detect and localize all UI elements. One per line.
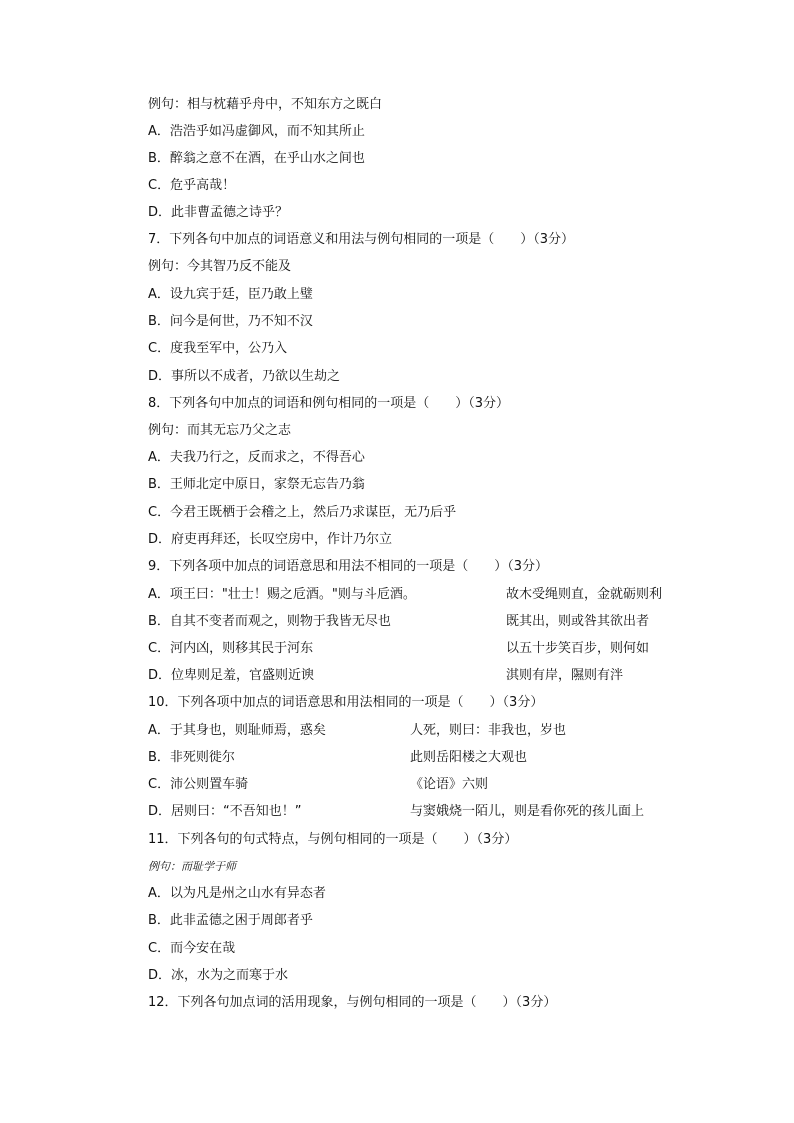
question-10-option-d-left: D．居则曰：“不吾知也！” [148, 804, 302, 819]
example-sentence: 例句：相与枕藉乎舟中，不知东方之既白 [148, 97, 383, 112]
question-11-example: 例句：而耻学于师 [148, 860, 236, 873]
option-b: B．醉翁之意不在酒，在乎山水之间也 [148, 151, 365, 166]
option-c: C．危乎高哉！ [148, 178, 236, 193]
question-7-option-d: D．事所以不成者，乃欲以生劫之 [148, 369, 341, 384]
question-10-option-a-left: A．于其身也，则耻师焉，惑矣 [148, 723, 326, 738]
question-7-option-a: A．设九宾于廷，臣乃敢上璧 [148, 287, 313, 302]
question-11-option-b: B．此非孟德之困于周郎者乎 [148, 913, 313, 928]
question-11-option-d: D．冰，水为之而寒于水 [148, 968, 289, 983]
question-10-option-b-left: B．非死则徙尔 [148, 750, 235, 765]
question-9-option-d-right: 淇则有岸，隰则有泮 [506, 668, 624, 683]
question-10-option-d-right: 与窦娥烧一陌儿，则是看你死的孩儿面上 [410, 804, 645, 819]
question-8-option-b: B．王师北定中原日，家祭无忘告乃翁 [148, 477, 365, 492]
question-7-option-b: B．问今是何世，乃不知不汉 [148, 314, 313, 329]
question-10-option-a-right: 人死，则曰：非我也，岁也 [410, 723, 567, 738]
question-9-option-b-left: B．自其不变者而观之，则物于我皆无尽也 [148, 614, 391, 629]
option-d: D．此非曹孟德之诗乎？ [148, 205, 289, 220]
question-11: 11．下列各句的句式特点，与例句相同的一项是（ ）（3分） [148, 832, 518, 847]
question-11-option-c: C．而今安在哉 [148, 941, 236, 956]
question-8-option-d: D．府吏再拜还，长叹空房中，作计乃尔立 [148, 532, 393, 547]
question-12: 12．下列各句加点词的活用现象，与例句相同的一项是（ ）（3分） [148, 995, 557, 1010]
question-8-example: 例句：而其无忘乃父之志 [148, 423, 292, 438]
question-7-option-c: C．度我至军中，公乃入 [148, 341, 288, 356]
question-10: 10．下列各项中加点的词语意思和用法相同的一项是（ ）（3分） [148, 695, 544, 710]
question-9-option-a-left: A．项王曰："壮士！赐之卮酒。"则与斗卮酒。 [148, 587, 416, 602]
question-10-option-c-right: 《论语》六则 [410, 777, 489, 792]
question-9-option-a-right: 故木受绳则直，金就砺则利 [506, 587, 663, 602]
question-7: 7．下列各句中加点的词语意义和用法与例句相同的一项是（ ）（3分） [148, 232, 575, 247]
question-7-example: 例句：今其智乃反不能及 [148, 259, 292, 274]
question-10-option-c-left: C．沛公则置车骑 [148, 777, 249, 792]
question-8-option-a: A．夫我乃行之，反而求之，不得吾心 [148, 450, 365, 465]
question-10-option-b-right: 此则岳阳楼之大观也 [410, 750, 528, 765]
question-8-option-c: C．今君王既栖于会稽之上，然后乃求谋臣，无乃后乎 [148, 505, 457, 520]
question-9-option-c-left: C．河内凶，则移其民于河东 [148, 641, 314, 656]
question-9: 9．下列各项中加点的词语意思和用法不相同的一项是（ ）（3分） [148, 559, 549, 574]
question-8: 8．下列各句中加点的词语和例句相同的一项是（ ）（3分） [148, 396, 510, 411]
question-9-option-b-right: 既其出，则或咎其欲出者 [506, 614, 650, 629]
question-9-option-d-left: D．位卑则足羞，官盛则近谀 [148, 668, 315, 683]
question-11-option-a: A．以为凡是州之山水有异态者 [148, 886, 326, 901]
question-9-option-c-right: 以五十步笑百步，则何如 [506, 641, 650, 656]
option-a: A．浩浩乎如冯虚御风，而不知其所止 [148, 124, 365, 139]
